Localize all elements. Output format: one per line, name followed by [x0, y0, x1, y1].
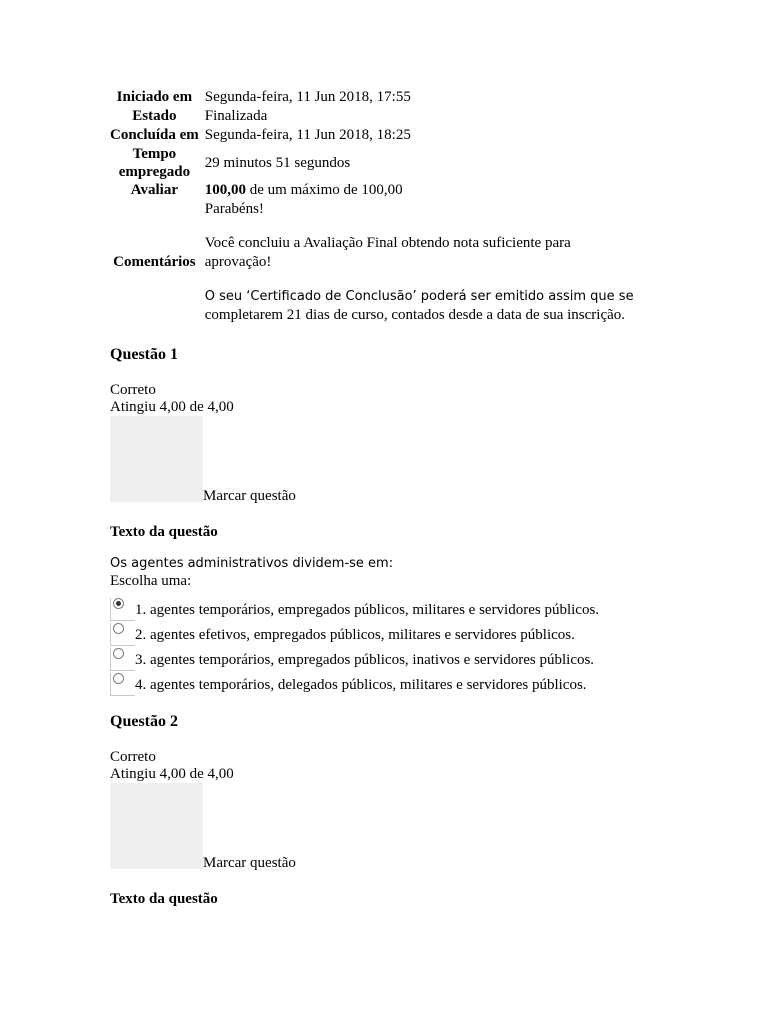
comment-line3: aprovação! [204, 254, 272, 270]
radio-unchecked-icon[interactable] [113, 673, 124, 684]
option-label[interactable]: 1. agentes temporários, empregados públicos, militares e servidores públicos. [135, 602, 600, 618]
question-1-flag-label[interactable]: Marcar questão [203, 488, 296, 504]
summary-row-state [110, 107, 634, 126]
option-label[interactable]: 3. agentes temporários, empregados públicos, inativos e servidores públicos. [135, 652, 595, 668]
time-label-line1: Tempo [132, 146, 177, 162]
question-1-text-heading: Texto da questão [110, 524, 218, 540]
grade-suffix: de um máximo de 100,00 [246, 182, 403, 198]
time-label [110, 145, 205, 181]
comments-value [205, 200, 634, 325]
question-1-option-2[interactable] [110, 623, 670, 647]
question-2-flag-label[interactable]: Marcar questão [203, 855, 296, 871]
question-1-option-1[interactable] [110, 598, 670, 622]
started-label: Iniciado em [116, 89, 193, 105]
question-1-title: Questão 1 [110, 346, 178, 363]
completed-label: Concluída em [110, 127, 199, 143]
completed-value: Segunda-feira, 11 Jun 2018, 18:25 [204, 127, 411, 143]
radio-checked-icon[interactable] [113, 598, 124, 609]
radio-cell [110, 673, 135, 696]
question-1-prompt: Os agentes administrativos dividem-se em: [110, 556, 394, 571]
summary-row-time [110, 145, 634, 181]
grade-label: Avaliar [130, 182, 178, 198]
attempt-summary-table [110, 88, 634, 325]
question-2-flag-icon[interactable] [110, 783, 203, 869]
time-value: 29 minutos 51 segundos [204, 154, 351, 171]
question-1-option-3[interactable] [110, 648, 670, 672]
grade-value [205, 181, 634, 200]
question-1-option-4[interactable] [110, 673, 670, 697]
question-1-score: Atingiu 4,00 de 4,00 [110, 399, 234, 415]
question-2-status: Correto [110, 749, 156, 765]
summary-row-grade [110, 181, 634, 200]
summary-row-comments [110, 200, 634, 325]
radio-cell [110, 598, 135, 621]
radio-unchecked-icon[interactable] [113, 648, 124, 659]
grade-score: 100,00 [204, 182, 247, 198]
comment-line2: Você concluiu a Avaliação Final obtendo nota suficiente para [204, 235, 571, 251]
summary-row-started [110, 88, 634, 107]
question-2-title: Questão 2 [110, 713, 178, 730]
question-2-score: Atingiu 4,00 de 4,00 [110, 766, 234, 782]
time-label-line2: empregado [118, 164, 191, 180]
question-2-text-heading: Texto da questão [110, 891, 218, 907]
summary-row-completed [110, 126, 634, 145]
option-label[interactable]: 2. agentes efetivos, empregados públicos, militares e servidores públicos. [135, 627, 575, 643]
comments-label: Comentários [113, 254, 196, 270]
question-1-status: Correto [110, 382, 156, 398]
radio-cell [110, 648, 135, 671]
state-label: Estado [132, 108, 177, 124]
started-value: Segunda-feira, 11 Jun 2018, 17:55 [204, 89, 411, 105]
question-1-flag-icon[interactable] [110, 416, 203, 502]
question-1-choose-label: Escolha uma: [110, 573, 192, 589]
state-value: Finalizada [204, 108, 268, 124]
option-label[interactable]: 4. agentes temporários, delegados públicos, militares e servidores públicos. [135, 677, 587, 693]
radio-unchecked-icon[interactable] [113, 623, 124, 634]
comment-line5: completarem 21 dias de curso, contados desde a data de sua inscrição. [204, 307, 626, 323]
comment-line1: Parabéns! [204, 201, 264, 217]
comment-line4: O seu ‘Certificado de Conclusão’ poderá ser emitido assim que se [204, 289, 634, 304]
radio-cell [110, 623, 135, 646]
